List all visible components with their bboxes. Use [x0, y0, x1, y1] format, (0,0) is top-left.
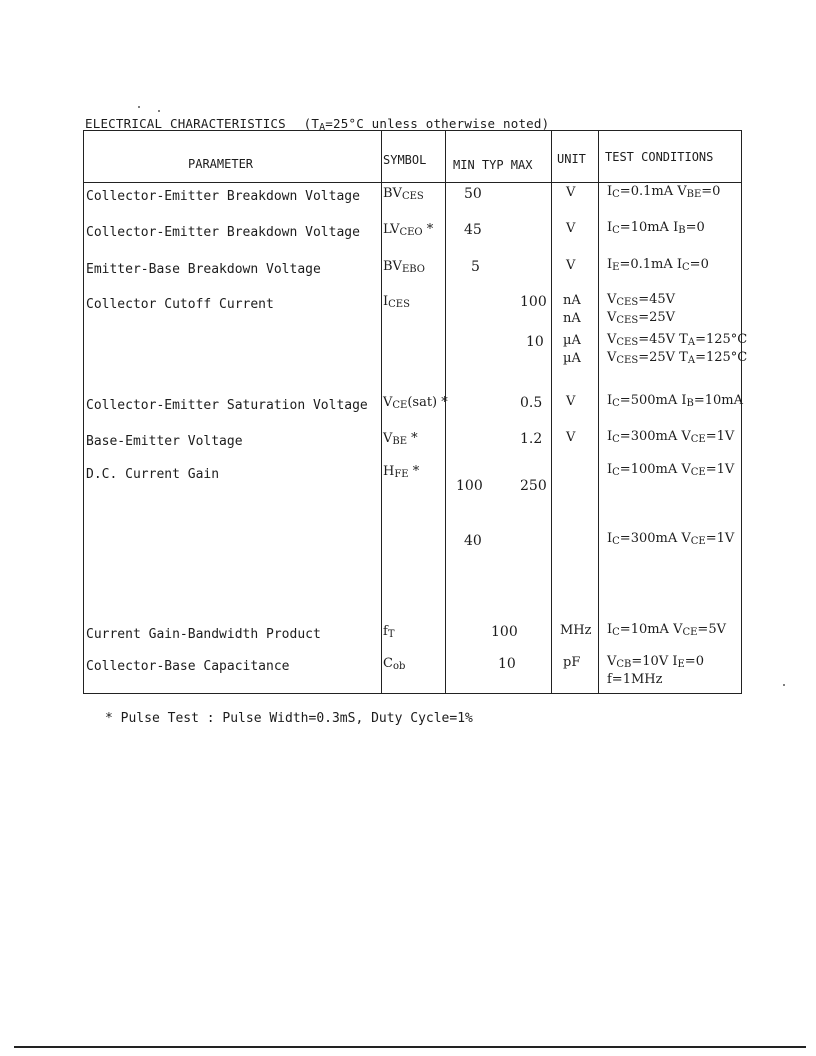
condition-subscript: C: [612, 189, 620, 200]
test-condition: [607, 393, 743, 409]
symbol-cell: [383, 656, 405, 672]
condition-subscript: CES: [616, 297, 639, 308]
condition-subscript: CE: [690, 467, 706, 478]
condition-part: V: [607, 350, 617, 365]
unit-value: V: [566, 221, 576, 236]
symbol-subscript: CEO: [399, 227, 423, 238]
max-value: 100: [520, 294, 547, 310]
condition-part: I: [607, 220, 613, 235]
header-divider: [83, 182, 742, 183]
symbol-cell: [383, 259, 425, 275]
condition-part: =1V: [705, 531, 735, 546]
condition-part: =10V I: [631, 654, 678, 669]
condition-subscript: C: [682, 262, 690, 273]
column-divider: [598, 130, 599, 694]
unit-value: nA: [563, 311, 581, 326]
parameter-cell: Collector-Emitter Breakdown Voltage: [86, 225, 360, 240]
symbol-cell: [383, 431, 418, 447]
symbol-cell: [383, 624, 394, 640]
symbol-subscript: CES: [388, 299, 410, 310]
condition-subscript: C: [612, 225, 620, 236]
test-condition: [607, 350, 747, 366]
condition-part: =0: [684, 654, 704, 669]
condition-subscript: E: [677, 659, 685, 670]
symbol-text: H: [383, 464, 395, 479]
parameter-cell: D.C. Current Gain: [86, 467, 220, 482]
pulse-test-marker: *: [407, 431, 418, 446]
unit-value: nA: [563, 293, 581, 308]
header-symbol: SYMBOL: [383, 153, 427, 167]
page-speck: [158, 110, 160, 112]
condition-part: =0.1mA V: [619, 184, 687, 199]
test-condition: [607, 672, 662, 687]
unit-value: V: [566, 394, 576, 409]
symbol-cell: [383, 186, 424, 202]
condition-part: =45V T: [638, 332, 688, 347]
condition-subscript: A: [687, 355, 696, 366]
max-value: 10: [526, 334, 544, 350]
condition-subscript: B: [686, 398, 694, 409]
unit-value: pF: [563, 655, 581, 670]
condition-part: =10mA I: [619, 220, 679, 235]
max-value: 0.5: [520, 395, 543, 411]
min-value: 40: [464, 533, 482, 549]
test-condition: [607, 531, 734, 547]
condition-subscript: BE: [686, 189, 702, 200]
symbol-cell: [383, 294, 410, 310]
symbol-subscript: CE: [392, 400, 408, 411]
parameter-cell: Collector-Emitter Saturation Voltage: [86, 398, 368, 413]
condition-part: I: [607, 462, 613, 477]
unit-value: MHz: [560, 623, 592, 638]
min-value: 5: [471, 259, 480, 275]
condition-subscript: CE: [690, 434, 706, 445]
condition-subscript: C: [612, 398, 620, 409]
condition-part: I: [607, 622, 613, 637]
page-speck: [783, 684, 785, 686]
parameter-cell: Current Gain-Bandwidth Product: [86, 627, 321, 642]
symbol-subscript: CES: [401, 191, 424, 202]
condition-part: =10mA: [693, 393, 744, 408]
condition-part: =5V: [697, 622, 726, 637]
condition-part: =1V: [705, 462, 735, 477]
parameter-cell: Emitter-Base Breakdown Voltage: [86, 262, 321, 277]
condition-part: =100mA V: [619, 462, 691, 477]
condition-part: =25V: [638, 310, 676, 325]
symbol-text: LV: [383, 222, 400, 237]
test-condition: [607, 292, 675, 308]
unit-value: V: [566, 258, 576, 273]
symbol-text: V: [383, 431, 393, 446]
symbol-subscript: BE: [392, 436, 408, 447]
condition-subscript: C: [612, 627, 620, 638]
unit-value: V: [566, 185, 576, 200]
min-value: 100: [456, 478, 483, 494]
symbol-suffix: (sat): [407, 395, 438, 410]
symbol-cell: [383, 222, 433, 238]
condition-subscript: CE: [682, 627, 698, 638]
condition-subscript: C: [612, 434, 620, 445]
condition-part: =500mA I: [619, 393, 687, 408]
parameter-cell: Collector-Emitter Breakdown Voltage: [86, 189, 360, 204]
condition-part: =0: [701, 184, 721, 199]
symbol-text: BV: [383, 186, 402, 201]
max-value: 1.2: [520, 431, 543, 447]
test-condition: [607, 220, 705, 236]
condition-part: =45V: [638, 292, 676, 307]
typ-value: 100: [491, 624, 518, 640]
condition-subscript: CE: [690, 536, 706, 547]
pulse-test-marker: *: [408, 464, 420, 479]
condition-subscript: CB: [616, 659, 632, 670]
title-conditions: ($T_A=25^\circ C$ unless otherwise noted): [303, 116, 550, 133]
max-value: 250: [520, 478, 547, 494]
symbol-cell: [383, 395, 448, 411]
condition-subscript: E: [612, 262, 620, 273]
column-divider: [381, 130, 382, 694]
min-value: 45: [464, 222, 482, 238]
symbol-text: f: [383, 624, 388, 639]
symbol-subscript: EBO: [401, 264, 425, 275]
condition-subscript: B: [678, 225, 686, 236]
condition-subscript: CES: [616, 315, 639, 326]
condition-part: V: [607, 654, 617, 669]
test-condition: [607, 310, 675, 326]
condition-part: =300mA V: [619, 429, 691, 444]
header-min-typ-max: MIN TYP MAX: [453, 158, 533, 172]
condition-part: V: [607, 310, 617, 325]
condition-part: I: [607, 393, 613, 408]
condition-subscript: CES: [616, 355, 639, 366]
unit-value: V: [566, 430, 576, 445]
symbol-subscript: T: [387, 629, 395, 640]
condition-part: =25V T: [638, 350, 688, 365]
footnote: * Pulse Test : Pulse Width=0.3mS, Duty Cycle=1%: [105, 711, 473, 726]
title-main: ELECTRICAL CHARACTERISTICS: [85, 116, 286, 131]
condition-subscript: C: [612, 536, 620, 547]
page-speck: [138, 106, 140, 108]
condition-subscript: A: [687, 337, 696, 348]
pulse-test-marker: *: [422, 222, 434, 237]
test-condition: [607, 257, 709, 273]
condition-part: =10mA V: [619, 622, 683, 637]
pulse-test-marker: *: [437, 395, 448, 410]
header-unit: UNIT: [557, 152, 586, 166]
condition-part: =0.1mA I: [619, 257, 683, 272]
condition-part: I: [607, 531, 613, 546]
test-condition: [607, 654, 704, 670]
header-test-conditions: TEST CONDITIONS: [605, 150, 714, 164]
condition-subscript: C: [612, 467, 620, 478]
symbol-text: BV: [383, 259, 402, 274]
symbol-cell: [383, 464, 419, 480]
symbol-subscript: ob: [392, 661, 406, 672]
unit-value: µA: [563, 351, 581, 366]
min-value: 50: [464, 186, 482, 202]
condition-part: V: [607, 292, 617, 307]
test-condition: [607, 429, 734, 445]
test-condition: [607, 462, 734, 478]
symbol-text: I: [383, 294, 389, 309]
condition-part: I: [607, 429, 613, 444]
parameter-cell: Base-Emitter Voltage: [86, 434, 243, 449]
page-bottom-rule: [14, 1046, 806, 1048]
symbol-text: V: [383, 395, 393, 410]
column-divider: [551, 130, 552, 694]
condition-part: =1V: [705, 429, 735, 444]
unit-value: µA: [563, 333, 581, 348]
condition-part: =300mA V: [619, 531, 691, 546]
test-condition: [607, 622, 726, 638]
symbol-subscript: FE: [394, 469, 409, 480]
condition-part: V: [607, 332, 617, 347]
parameter-cell: Collector Cutoff Current: [86, 297, 274, 312]
condition-part: f=1MHz: [607, 672, 663, 687]
condition-part: =0: [685, 220, 705, 235]
condition-part: I: [607, 184, 613, 199]
parameter-cell: Collector-Base Capacitance: [86, 659, 290, 674]
column-divider: [445, 130, 446, 694]
condition-part: =125°C: [695, 332, 748, 347]
typ-value: 10: [498, 656, 516, 672]
symbol-text: C: [383, 656, 393, 671]
header-parameter: PARAMETER: [188, 157, 254, 171]
condition-part: I: [607, 257, 613, 272]
test-condition: [607, 184, 720, 200]
test-condition: [607, 332, 747, 348]
condition-part: =125°C: [695, 350, 748, 365]
condition-part: =0: [689, 257, 709, 272]
condition-subscript: CES: [616, 337, 639, 348]
